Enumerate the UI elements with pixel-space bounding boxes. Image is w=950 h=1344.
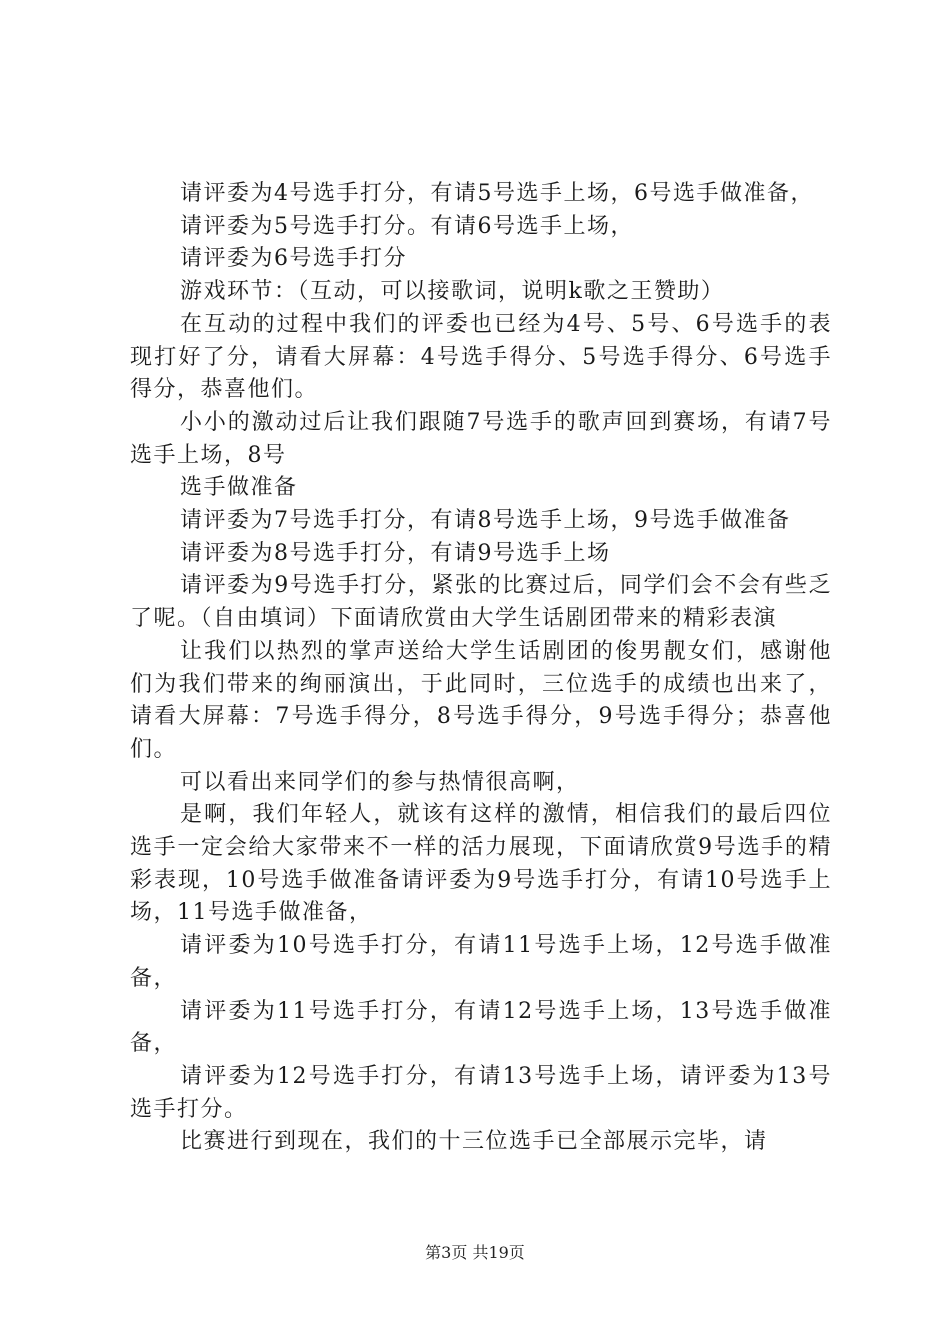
paragraph: 小小的激动过后让我们跟随7号选手的歌声回到赛场，有请7号选手上场，8号	[130, 409, 832, 468]
paragraph: 请评委为12号选手打分，有请13号选手上场，请评委为13号选手打分。	[130, 1063, 832, 1122]
paragraph: 请评委为4号选手打分，有请5号选手上场，6号选手做准备，	[180, 181, 814, 206]
paragraph: 可以看出来同学们的参与热情很高啊，	[180, 769, 580, 795]
page-footer	[0, 1243, 950, 1263]
paragraph: 比赛进行到现在，我们的十三位选手已全部展示完毕，请	[180, 1129, 768, 1155]
paragraph: 请评委为8号选手打分，有请9号选手上场	[180, 540, 611, 566]
page-number-label: 第3页 共19页	[425, 1243, 525, 1262]
paragraph: 让我们以热烈的掌声送给大学生话剧团的俊男靓女们，感谢他们为我们带来的绚丽演出，于此同时，三位选手的成绩也出来了，请看大屏幕：7号选手得分，8号选手得分，9号选手得分；恭喜他们。	[130, 638, 832, 762]
paragraph: 是啊，我们年轻人，就该有这样的激情，相信我们的最后四位选手一定会给大家带来不一样的活力展现，下面请欣赏9号选手的精彩表现，10号选手做准备请评委为9号选手打分，有请10号选手上场，11号选手做准备，	[130, 802, 832, 926]
paragraph: 请评委为6号选手打分	[180, 246, 407, 272]
paragraph: 请评委为5号选手打分。有请6号选手上场，	[180, 213, 634, 239]
paragraph: 请评委为7号选手打分，有请8号选手上场，9号选手做准备	[180, 508, 791, 534]
paragraph: 请评委为10号选手打分，有请11号选手上场，12号选手做准备，	[130, 933, 832, 991]
paragraph: 请评委为9号选手打分，紧张的比赛过后，同学们会不会有些乏了呢。（自由填词）下面请欣赏由大学生话剧团带来的精彩表演	[130, 573, 832, 632]
paragraph: 选手做准备	[180, 475, 298, 501]
paragraph: 在互动的过程中我们的评委也已经为4号、5号、6号选手的表现打好了分，请看大屏幕：4号选手得分、5号选手得分、6号选手得分，恭喜他们。	[130, 311, 832, 403]
paragraph: 游戏环节：（互动，可以接歌词，说明k歌之王赞助）	[180, 279, 725, 305]
paragraph: 请评委为11号选手打分，有请12号选手上场，13号选手做准备，	[130, 998, 832, 1057]
document-body	[130, 178, 832, 1159]
